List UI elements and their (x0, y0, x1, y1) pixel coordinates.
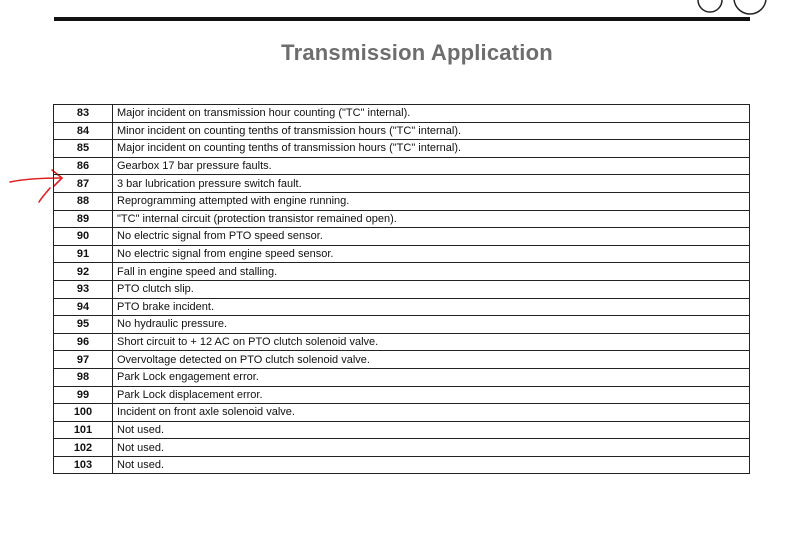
fault-description-cell: Park Lock displacement error. (113, 386, 750, 404)
fault-description-cell: Not used. (113, 421, 750, 439)
table-row (54, 263, 750, 281)
table-row (54, 157, 750, 175)
table-row (54, 228, 750, 246)
fault-code-cell: 91 (54, 245, 113, 263)
fault-description-cell: Reprogramming attempted with engine running. (113, 192, 750, 210)
fault-description-cell: Not used. (113, 439, 750, 457)
table-row (54, 421, 750, 439)
fault-code-cell: 89 (54, 210, 113, 228)
table-row (54, 140, 750, 158)
fault-code-cell: 87 (54, 175, 113, 193)
table-row (54, 386, 750, 404)
table-row (54, 175, 750, 193)
fault-code-cell: 88 (54, 192, 113, 210)
page-title: Transmission Application (281, 40, 553, 65)
fault-description-cell: Short circuit to + 12 AC on PTO clutch solenoid valve. (113, 333, 750, 351)
table-row (54, 280, 750, 298)
table-row (54, 456, 750, 474)
fault-code-cell: 101 (54, 421, 113, 439)
fault-code-cell: 83 (54, 105, 113, 123)
fault-description-cell: Incident on front axle solenoid valve. (113, 404, 750, 422)
fault-description-cell: Not used. (113, 456, 750, 474)
tractor-logo-icon (692, 0, 782, 16)
fault-code-cell: 97 (54, 351, 113, 369)
table-row (54, 333, 750, 351)
fault-code-cell: 96 (54, 333, 113, 351)
fault-code-cell: 98 (54, 368, 113, 386)
table-row (54, 298, 750, 316)
fault-code-cell: 90 (54, 228, 113, 246)
fault-code-cell: 100 (54, 404, 113, 422)
table-row (54, 316, 750, 334)
table-row (54, 439, 750, 457)
fault-code-cell: 86 (54, 157, 113, 175)
table-row (54, 192, 750, 210)
table-row (54, 245, 750, 263)
fault-description-cell: "TC" internal circuit (protection transistor remained open). (113, 210, 750, 228)
fault-description-cell: Minor incident on counting tenths of transmission hours ("TC" internal). (113, 122, 750, 140)
fault-description-cell: Major incident on counting tenths of transmission hours ("TC" internal). (113, 140, 750, 158)
fault-description-cell: No electric signal from PTO speed sensor. (113, 228, 750, 246)
table-row (54, 210, 750, 228)
fault-code-cell: 102 (54, 439, 113, 457)
fault-code-table (53, 104, 750, 474)
fault-description-cell: PTO brake incident. (113, 298, 750, 316)
fault-description-cell: Overvoltage detected on PTO clutch solenoid valve. (113, 351, 750, 369)
fault-code-cell: 92 (54, 263, 113, 281)
fault-description-cell: PTO clutch slip. (113, 280, 750, 298)
fault-code-cell: 99 (54, 386, 113, 404)
table-row (54, 351, 750, 369)
fault-code-cell: 84 (54, 122, 113, 140)
table-row (54, 122, 750, 140)
fault-code-cell: 95 (54, 316, 113, 334)
fault-code-cell: 85 (54, 140, 113, 158)
fault-code-cell: 103 (54, 456, 113, 474)
fault-description-cell: Park Lock engagement error. (113, 368, 750, 386)
fault-description-cell: Gearbox 17 bar pressure faults. (113, 157, 750, 175)
header-rule (54, 17, 750, 21)
fault-description-cell: No hydraulic pressure. (113, 316, 750, 334)
table-row (54, 368, 750, 386)
table-row (54, 404, 750, 422)
fault-code-cell: 94 (54, 298, 113, 316)
fault-description-cell: Fall in engine speed and stalling. (113, 263, 750, 281)
fault-description-cell: No electric signal from engine speed sensor. (113, 245, 750, 263)
fault-description-cell: 3 bar lubrication pressure switch fault. (113, 175, 750, 193)
fault-description-cell: Major incident on transmission hour counting ("TC" internal). (113, 105, 750, 123)
fault-code-cell: 93 (54, 280, 113, 298)
table-row (54, 105, 750, 123)
